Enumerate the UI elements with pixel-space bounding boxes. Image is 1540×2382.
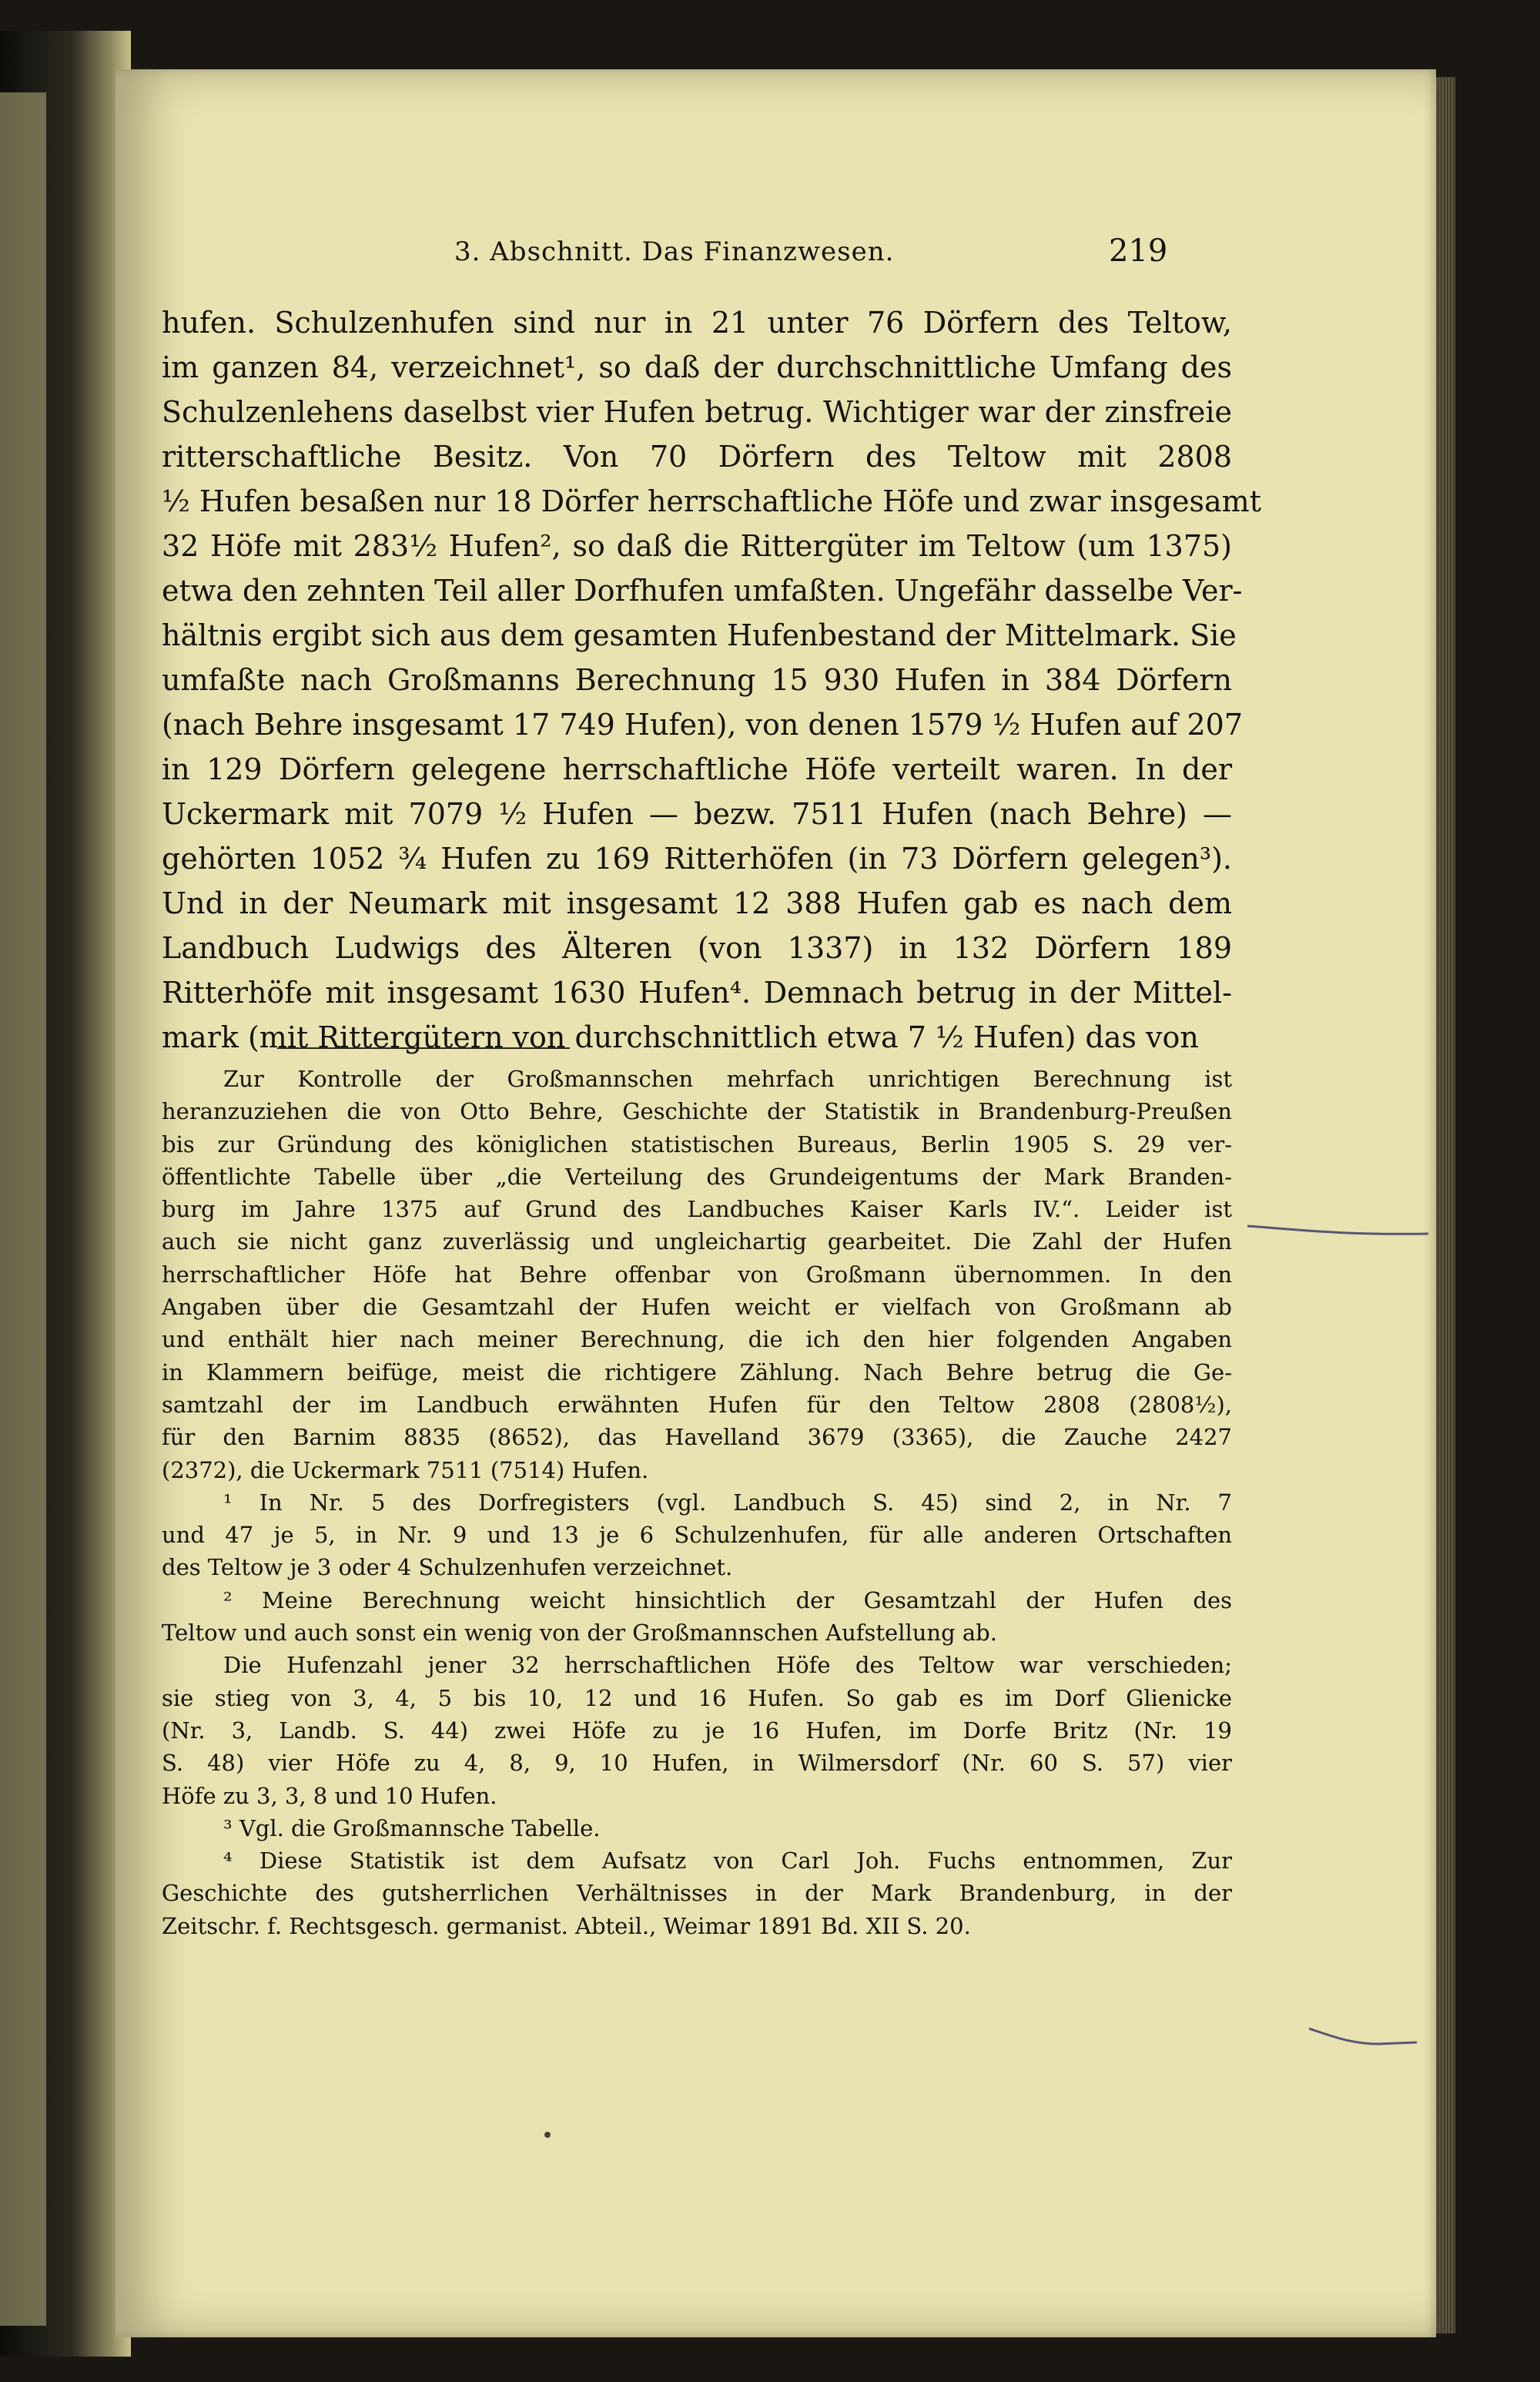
ink-speck — [544, 2132, 551, 2138]
facing-page-edge — [0, 92, 46, 2326]
footnote-line: Höfe zu 3, 3, 8 und 10 Hufen. — [162, 1782, 497, 1809]
footnotes — [162, 1063, 1232, 1942]
footnote-line: ³ Vgl. die Großmannsche Tabelle. — [223, 1814, 601, 1841]
footnote-line: (Nr. 3, Landb. S. 44) zwei Höfe zu je 16 Hufen, im Dorfe Britz (Nr. 19 — [162, 1717, 1232, 1744]
text-line: im ganzen 84, verzeichnet¹, so daß der durchschnittliche Umfang des — [162, 350, 1232, 384]
text-line: Landbuch Ludwigs des Älteren (von 1337) in 132 Dörfern 189 — [162, 931, 1232, 965]
running-head — [116, 233, 1436, 283]
footnote-line: (2372), die Uckermark 7511 (7514) Hufen. — [162, 1456, 649, 1483]
footnote-line: Teltow und auch sonst ein wenig von der Großmannschen Aufstellung ab. — [162, 1620, 997, 1647]
text-line: umfaßte nach Großmanns Berechnung 15 930 Hufen in 384 Dörfern — [162, 663, 1232, 697]
footnote-line: und 47 je 5, in Nr. 9 und 13 je 6 Schulzenhufen, für alle anderen Ortschaften — [162, 1522, 1232, 1549]
footnote-line: und enthält hier nach meiner Berechnung, die ich den hier folgenden Angaben — [162, 1326, 1232, 1353]
footnote-line: Geschichte des gutsherrlichen Verhältnisses in der Mark Brandenburg, in der — [162, 1880, 1232, 1907]
text-line: hältnis ergibt sich aus dem gesamten Hufenbestand der Mittelmark. Sie — [162, 618, 1237, 652]
book-page — [116, 69, 1436, 2337]
text-line: mark (mit Rittergütern von durchschnittlich etwa 7 ½ Hufen) das von — [162, 1020, 1199, 1054]
footnote-line: öffentlichte Tabelle über „die Verteilung des Grundeigentums der Mark Branden- — [162, 1163, 1232, 1190]
text-line: Und in der Neumark mit insgesamt 12 388 Hufen gab es nach dem — [162, 886, 1232, 920]
footnote-line: burg im Jahre 1375 auf Grund des Landbuches Kaiser Karls IV.“. Leider ist — [162, 1196, 1232, 1223]
footnote-line: ² Meine Berechnung weicht hinsichtlich der Gesamtzahl der Hufen des — [223, 1586, 1232, 1613]
footnote-line: ¹ In Nr. 5 des Dorfregisters (vgl. Landbuch S. 45) sind 2, in Nr. 7 — [223, 1489, 1232, 1516]
separator-rule — [277, 1047, 570, 1049]
footnote-line: heranzuziehen die von Otto Behre, Geschichte der Statistik in Brandenburg-Preußen — [162, 1098, 1232, 1125]
text-line: ½ Hufen besaßen nur 18 Dörfer herrschaftliche Höfe und zwar insgesamt — [162, 484, 1261, 518]
footnote-line: in Klammern beifüge, meist die richtigere Zählung. Nach Behre betrug die Ge- — [162, 1359, 1232, 1385]
footnote-line: Angaben über die Gesamtzahl der Hufen weicht er vielfach von Großmann ab — [162, 1294, 1232, 1321]
text-line: 32 Höfe mit 283½ Hufen², so daß die Rittergüter im Teltow (um 1375) — [162, 529, 1232, 563]
footnote-line: auch sie nicht ganz zuverlässig und ungleichartig gearbeitet. Die Zahl der Hufen — [162, 1228, 1232, 1255]
main-text — [162, 300, 1261, 1060]
footnote-line: herrschaftlicher Höfe hat Behre offenbar von Großmann übernommen. In den — [162, 1261, 1232, 1288]
text-line: gehörten 1052 ¾ Hufen zu 169 Ritterhöfen (in 73 Dörfern gelegen³). — [162, 842, 1232, 876]
text-line: ritterschaftliche Besitz. Von 70 Dörfern des Teltow mit 2808 — [162, 440, 1232, 474]
footnote-line: sie stieg von 3, 4, 5 bis 10, 12 und 16 Hufen. So gab es im Dorf Glienicke — [162, 1684, 1232, 1711]
footnote-line: S. 48) vier Höfe zu 4, 8, 9, 10 Hufen, in Wilmersdorf (Nr. 60 S. 57) vier — [162, 1750, 1232, 1777]
text-line: hufen. Schulzenhufen sind nur in 21 unter 76 Dörfern des Teltow, — [162, 306, 1232, 340]
footnote-line: bis zur Gründung des königlichen statistischen Bureaus, Berlin 1905 S. 29 ver- — [162, 1131, 1232, 1157]
text-line: Uckermark mit 7079 ½ Hufen — bezw. 7511 Hufen (nach Behre) — — [162, 797, 1232, 831]
running-title: 3. Abschnitt. Das Finanzwesen. — [454, 236, 895, 267]
footnote-line: für den Barnim 8835 (8652), das Havelland 3679 (3365), die Zauche 2427 — [162, 1424, 1232, 1451]
footnote-line: Zur Kontrolle der Großmannschen mehrfach unrichtigen Berechnung ist — [223, 1066, 1232, 1092]
text-line: Ritterhöfe mit insgesamt 1630 Hufen⁴. Demnach betrug in der Mittel- — [162, 976, 1232, 1010]
pencil-mark — [1309, 2025, 1432, 2056]
text-line: etwa den zehnten Teil aller Dorfhufen umfaßten. Ungefähr dasselbe Ver- — [162, 574, 1243, 608]
text-line: (nach Behre insgesamt 17 749 Hufen), von denen 1579 ½ Hufen auf 207 — [162, 708, 1243, 742]
pencil-mark — [1247, 1217, 1432, 1248]
footnote-line: ⁴ Diese Statistik ist dem Aufsatz von Carl Joh. Fuchs entnommen, Zur — [223, 1848, 1232, 1874]
page-number: 219 — [1109, 233, 1168, 269]
text-line: in 129 Dörfern gelegene herrschaftliche Höfe verteilt waren. In der — [162, 752, 1232, 786]
footnote-line: samtzahl der im Landbuch erwähnten Hufen für den Teltow 2808 (2808½), — [162, 1391, 1232, 1418]
text-line: Schulzenlehens daselbst vier Hufen betrug. Wichtiger war der zinsfreie — [162, 395, 1232, 429]
footnote-line: Die Hufenzahl jener 32 herrschaftlichen Höfe des Teltow war verschieden; — [223, 1652, 1232, 1679]
footnote-line: Zeitschr. f. Rechtsgesch. germanist. Abteil., Weimar 1891 Bd. XII S. 20. — [162, 1912, 971, 1939]
footnote-line: des Teltow je 3 oder 4 Schulzenhufen verzeichnet. — [162, 1554, 733, 1581]
